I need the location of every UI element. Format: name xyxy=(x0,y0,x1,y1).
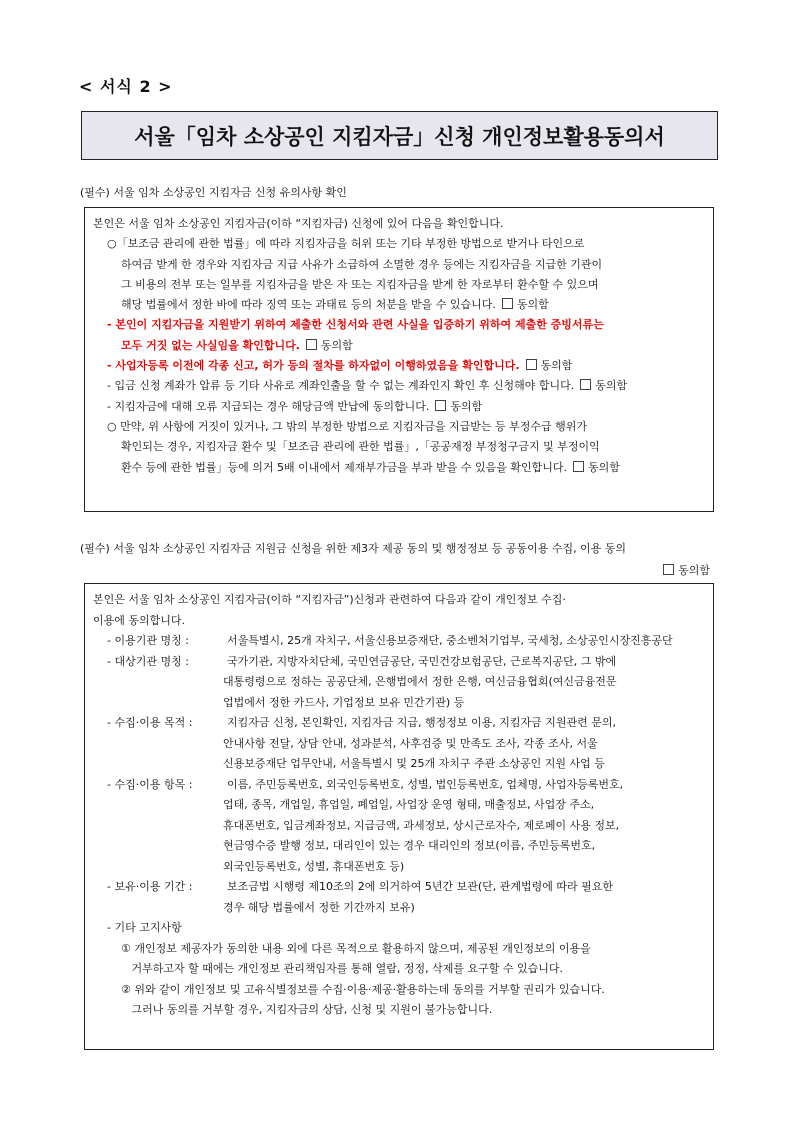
section2-line-text: 거부하고자 할 때에는 개인정보 관리책임자를 통해 열람, 정정, 삭제를 요구할 수 있습니다. xyxy=(121,962,563,975)
section2-line xyxy=(93,631,705,652)
section2-line-text: 신용보증재단 업무안내, 서울특별시 및 25개 자치구 주관 소상공인 지원 사업 등 xyxy=(223,757,605,770)
section1-line xyxy=(93,315,705,335)
section2-line-text: 경우 해당 법률에서 정한 기간까지 보유) xyxy=(223,900,415,914)
agree-option xyxy=(520,359,573,372)
section1-line xyxy=(93,336,705,356)
section2-line xyxy=(93,877,705,898)
section1-line xyxy=(93,234,705,254)
section1-heading: (필수) 서울 임차 소상공인 지킴자금 신청 유의사항 확인 xyxy=(80,186,347,199)
section2-line xyxy=(93,939,705,960)
section2-line xyxy=(93,775,705,796)
section1-line xyxy=(93,376,705,396)
section2-line xyxy=(93,857,705,878)
agree-checkbox[interactable] xyxy=(580,379,591,390)
section2-box xyxy=(84,583,714,1050)
form-number-label: < 서식 2 > xyxy=(79,77,173,96)
section2-line xyxy=(93,713,705,734)
section2-line-text: 서울특별시, 25개 자치구, 서울신용보증재단, 중소벤처기업부, 국세청, 소상공인시장진흥공단 xyxy=(227,634,673,647)
agree-label: 동의함 xyxy=(588,460,620,474)
section1-line xyxy=(93,295,705,315)
section1-line-text: - 사업자등록 이전에 각종 신고, 허가 등의 절차를 하자없이 이행하였음을 확인합니다. xyxy=(107,359,520,373)
section2-line xyxy=(93,734,705,755)
section1-line xyxy=(93,275,705,295)
section1-line-text: 본인은 서울 임차 소상공인 지킴자금(이하 “지킴자금) 신청에 있어 다음을 확인합니다. xyxy=(93,217,504,230)
section2-line-text: 업태, 종목, 개업일, 휴업일, 폐업일, 사업장 운영 형태, 매출정보, 사업장 주소, xyxy=(223,798,595,811)
section1-line xyxy=(93,214,705,234)
agree-checkbox[interactable] xyxy=(502,298,513,309)
document-title xyxy=(81,111,718,160)
section2-line xyxy=(93,590,705,611)
section2-agree xyxy=(657,562,710,578)
section2-line-text: 국가기관, 지방자치단체, 국민연금공단, 국민건강보험공단, 근로복지공단, 그 밖에 xyxy=(227,654,617,668)
section1-line xyxy=(93,437,705,457)
agree-label: 동의함 xyxy=(320,338,353,352)
section2-line-text: 안내사항 전달, 상담 안내, 성과분석, 사후검증 및 만족도 조사, 각종 조사, 서울 xyxy=(223,736,598,750)
section1-line xyxy=(93,417,705,437)
agree-label: 동의함 xyxy=(516,298,549,312)
section2-line-label: - 수집·이용 항목 : xyxy=(107,777,193,791)
section2-line-text: 지킴자금 신청, 본인확인, 지킴자금 지급, 행정정보 이용, 지킴자금 지원관련 문의, xyxy=(227,716,616,729)
agree-option xyxy=(574,379,627,392)
section2-line-text: 휴대폰번호, 입금계좌정보, 지급금액, 과세정보, 상시근로자수, 제로페이 사용 정보, xyxy=(223,818,620,832)
section2-line xyxy=(93,918,705,939)
section2-line xyxy=(93,980,705,1001)
section1-line-text: - 지킴자금에 대해 오류 지급되는 경우 해당금액 반납에 동의합니다. xyxy=(107,399,430,413)
section2-line-text: 본인은 서울 임차 소상공인 지킴자금(이하 “지킴자금”)신청과 관련하여 다음과 같이 개인정보 수집· xyxy=(93,593,566,606)
section2-line xyxy=(93,959,705,980)
section2-agree-checkbox[interactable] xyxy=(663,564,674,575)
section1-line xyxy=(93,397,705,417)
section1-line xyxy=(93,356,705,376)
section2-line xyxy=(93,795,705,816)
agree-checkbox[interactable] xyxy=(573,461,584,472)
section2-line xyxy=(93,836,705,857)
section1-line-text: 해당 법률에서 정한 바에 따라 징역 또는 과태료 등의 처분을 받을 수 있습니다. xyxy=(121,298,496,312)
section2-heading: (필수) 서울 임차 소상공인 지킴자금 지원금 신청을 위한 제3자 제공 동의 및 행정정보 등 공동이용 수집, 이용 동의 xyxy=(80,542,627,555)
section2-line-text: ② 위와 같이 개인정보 및 고유식별정보를 수집·이용·제공·활용하는데 동의를 거부할 권리가 있습니다. xyxy=(121,982,605,996)
agree-label: 동의함 xyxy=(595,379,628,393)
agree-checkbox[interactable] xyxy=(526,359,537,370)
section2-line-text: ① 개인정보 제공자가 동의한 내용 외에 다른 목적으로 활용하지 않으며, 제공된 개인정보의 이용을 xyxy=(121,941,591,955)
section1-line-text: 하여금 받게 한 경우와 지킴자금 지급 사유가 소급하여 소멸한 경우 등에는 지킴자금을 지급한 기관이 xyxy=(121,257,603,271)
section1-box xyxy=(84,207,714,512)
agree-option xyxy=(496,298,549,311)
agree-label: 동의함 xyxy=(540,359,573,373)
document-title-text: 서울「임차 소상공인 지킴자금」신청 개인정보활용동의서 xyxy=(134,124,665,149)
agree-option xyxy=(300,339,353,352)
agree-label: 동의함 xyxy=(450,399,483,413)
section2-line-label: - 대상기관 명칭 : xyxy=(107,654,189,668)
section1-line xyxy=(93,255,705,275)
section2-line-text: 대통령령으로 정하는 공공단체, 은행법에서 정한 은행, 여신금융협회(여신금융전문 xyxy=(223,675,617,688)
section2-line xyxy=(93,611,705,632)
section2-line xyxy=(93,672,705,693)
agree-option xyxy=(429,400,482,413)
section2-line-label: - 이용기관 명칭 : xyxy=(107,634,189,647)
section2-line-text: 이용에 동의합니다. xyxy=(93,613,186,627)
section2-line xyxy=(93,754,705,775)
section2-line-text: 외국인등록번호, 성별, 휴대폰번호 등) xyxy=(223,859,405,873)
section2-line-text: - 기타 고지사항 xyxy=(107,921,182,934)
section2-line-text: 업법에서 정한 카드사, 기업정보 보유 민간기관) 등 xyxy=(223,695,465,709)
section2-agree-label: 동의함 xyxy=(678,564,710,577)
section1-line-text: ○「보조금 관리에 관한 법률」에 따라 지킴자금을 허위 또는 기타 부정한 방법으로 받거나 타인으로 xyxy=(107,237,585,251)
section2-line xyxy=(93,652,705,673)
section2-line xyxy=(93,816,705,837)
section2-line-text: 보조금법 시행령 제10조의 2에 의거하여 5년간 보관(단, 관계법령에 따라 필요한 xyxy=(227,880,614,893)
section2-line xyxy=(93,693,705,714)
section2-line-text: 현금영수증 발행 정보, 대리인이 있는 경우 대리인의 정보(이름, 주민등록번호, xyxy=(223,839,596,852)
section1-line xyxy=(93,458,705,478)
agree-checkbox[interactable] xyxy=(435,400,446,411)
section1-line-text: - 본인이 지킴자금을 지원받기 위하여 제출한 신청서와 관련 사실을 입증하기 위하여 제출한 증빙서류는 xyxy=(107,318,604,332)
section1-line-text: 환수 등에 관한 법률」등에 의거 5배 이내에서 제재부가금을 부과 받을 수 있음을 확인합니다. xyxy=(121,460,567,474)
agree-option xyxy=(567,461,620,474)
section2-line xyxy=(93,898,705,919)
section1-line-text: - 입금 신청 계좌가 압류 등 기타 사유로 계좌인출을 할 수 없는 계좌인지 확인 후 신청해야 합니다. xyxy=(107,379,575,393)
section2-line xyxy=(93,1000,705,1021)
section2-line-label: - 수집·이용 목적 : xyxy=(107,716,193,729)
section1-line-text: 확인되는 경우, 지킴자금 환수 및「보조금 관리에 관한 법률」,「공공재정 부정청구금지 및 부정이익 xyxy=(121,440,600,454)
section2-line-text: 그러나 동의를 거부할 경우, 지킴자금의 상담, 신청 및 지원이 불가능합니다. xyxy=(121,1003,493,1016)
section2-line-text: 이름, 주민등록번호, 외국인등록번호, 성별, 법인등록번호, 업체명, 사업자등록번호, xyxy=(227,777,624,791)
section2-line-label: - 보유·이용 기간 : xyxy=(107,880,193,893)
section1-line-text: 모두 거짓 없는 사실임을 확인합니다. xyxy=(121,338,300,352)
section1-line-text: 그 비용의 전부 또는 일부를 지킴자금을 받은 자 또는 지킴자금을 받게 한 자로부터 환수할 수 있으며 xyxy=(121,277,599,291)
agree-checkbox[interactable] xyxy=(306,339,317,350)
section1-line-text: ○ 만약, 위 사항에 거짓이 있거나, 그 밖의 부정한 방법으로 지킴자금을 지급받는 등 부정수급 행위가 xyxy=(107,419,587,433)
